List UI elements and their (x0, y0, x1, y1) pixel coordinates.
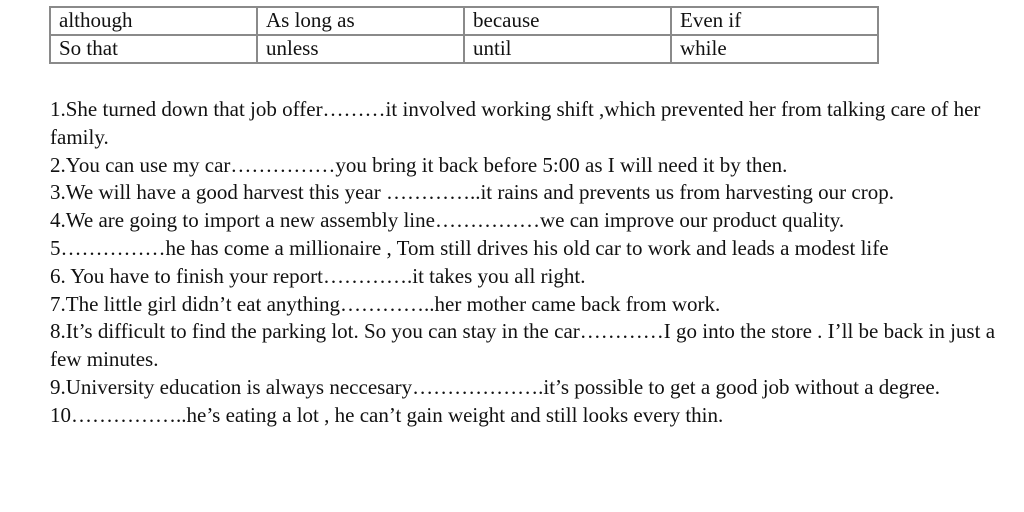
exercise-sentence: 8.It’s difficult to find the parking lot. So you can stay in the car…………I go into the store . I’ll be back in just a few minutes. (50, 319, 996, 372)
exercise-sentence: 10……………..he’s eating a lot , he can’t gain weight and still looks every thin. (50, 402, 724, 427)
exercise-sentence-list (50, 96, 1005, 430)
table-cell: while (671, 35, 878, 63)
table-cell: So that (50, 35, 257, 63)
table-cell: Even if (671, 7, 878, 35)
table-cell: although (50, 7, 257, 35)
table-row (50, 35, 878, 63)
table-cell: because (464, 7, 671, 35)
exercise-sentence: 2.You can use my car……………you bring it back before 5:00 as I will need it by then. (50, 152, 788, 177)
exercise-sentence: 7.The little girl didn’t eat anything…………..her mother came back from work. (50, 291, 721, 316)
exercise-sentence: 9.University education is always neccesary……………….it’s possible to get a good job without a degree. (50, 374, 940, 399)
exercise-sentence: 5……………he has come a millionaire , Tom still drives his old car to work and leads a modest life (50, 235, 889, 260)
exercise-sentence: 3.We will have a good harvest this year …………..it rains and prevents us from harvesting our crop. (50, 180, 894, 205)
exercise-sentence: 1.She turned down that job offer………it involved working shift ,which prevented her from talking care of her family. (50, 97, 981, 149)
table-cell: until (464, 35, 671, 63)
table-cell: As long as (257, 7, 464, 35)
exercise-sentence: 6. You have to finish your report………….it takes you all right. (50, 263, 586, 288)
table-row (50, 7, 878, 35)
conjunction-word-table (49, 6, 879, 64)
exercise-sentence: 4.We are going to import a new assembly line……………we can improve our product quality. (50, 208, 845, 233)
table-cell: unless (257, 35, 464, 63)
